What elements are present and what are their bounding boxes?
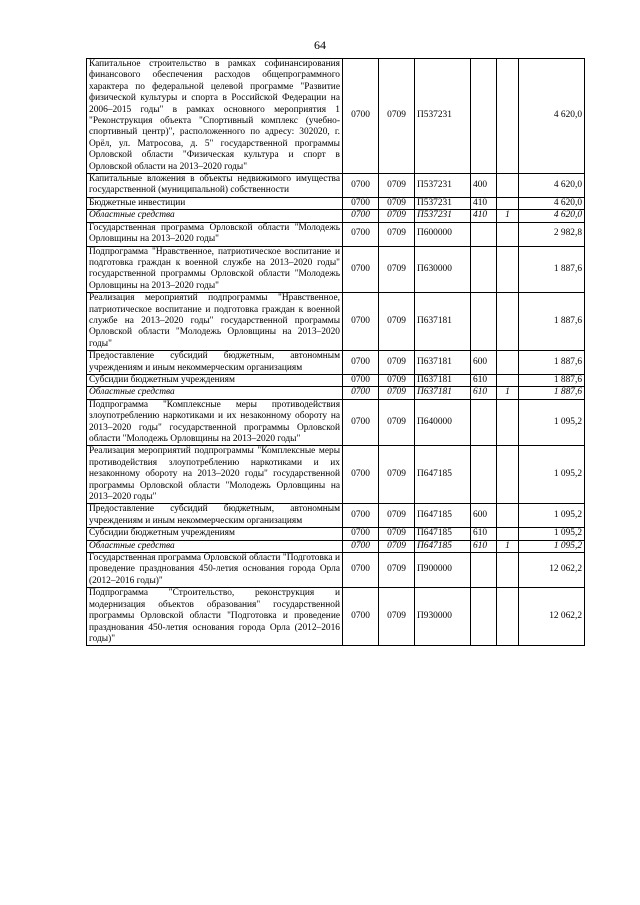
row-section-code: 0700 [343,528,379,540]
row-target-code: П637181 [415,351,471,375]
row-amount: 4 620,0 [519,210,585,222]
row-subsection-code: 0709 [379,528,415,540]
row-name: Капитальные вложения в объекты недвижимого имущества государственной (муниципальной) собственности [87,174,343,198]
row-funding-source [497,197,519,209]
row-section-code: 0700 [343,446,379,504]
row-section-code: 0700 [343,553,379,588]
row-subsection-code: 0709 [379,553,415,588]
row-name: Реализация мероприятий подпрограммы "Комплексные меры противодействия злоупотреблению наркотиками и их незаконному обороту на 2013–2020 годы" государственной программы Орловской области "Молодежь Орловщины на 2013–2020 годы" [87,446,343,504]
row-funding-source [497,374,519,386]
row-funding-source [497,528,519,540]
row-amount: 4 620,0 [519,197,585,209]
row-target-code: П600000 [415,222,471,246]
row-subsection-code: 0709 [379,446,415,504]
row-name: Областные средства [87,210,343,222]
row-subsection-code: 0709 [379,293,415,351]
row-funding-source [497,59,519,174]
row-expense-type [471,59,497,174]
row-amount: 1 095,2 [519,528,585,540]
row-name: Реализация мероприятий подпрограммы "Нравственное, патриотическое воспитание и подготовка граждан к военной службе на 2013–2020 годы" государственной программы Орловской области "Молодежь Орловщины на 2013–2020 годы" [87,293,343,351]
row-expense-type: 610 [471,374,497,386]
row-amount: 1 095,2 [519,399,585,446]
row-subsection-code: 0709 [379,210,415,222]
row-target-code: П640000 [415,399,471,446]
page-number: 64 [314,38,326,52]
row-expense-type [471,246,497,293]
row-expense-type [471,222,497,246]
row-expense-type [471,399,497,446]
row-subsection-code: 0709 [379,504,415,528]
row-name: Субсидии бюджетным учреждениям [87,528,343,540]
row-target-code: П637181 [415,387,471,399]
row-expense-type: 610 [471,540,497,552]
row-name: Бюджетные инвестиции [87,197,343,209]
table-row [87,387,585,399]
row-expense-type: 600 [471,351,497,375]
row-subsection-code: 0709 [379,197,415,209]
row-name: Подпрограмма "Нравственное, патриотическое воспитание и подготовка граждан к военной службе на 2013–2020 годы" государственной программы Орловской области "Молодежь Орловщины на 2013–2020 годы" [87,246,343,293]
row-subsection-code: 0709 [379,540,415,552]
table-row [87,399,585,446]
row-funding-source [497,504,519,528]
table-row [87,197,585,209]
row-section-code: 0700 [343,222,379,246]
row-expense-type: 600 [471,504,497,528]
row-funding-source [497,293,519,351]
row-target-code: П647185 [415,504,471,528]
row-subsection-code: 0709 [379,351,415,375]
row-amount: 1 095,2 [519,540,585,552]
row-target-code: П647185 [415,540,471,552]
table-row [87,351,585,375]
row-funding-source [497,246,519,293]
row-funding-source [497,446,519,504]
row-subsection-code: 0709 [379,246,415,293]
row-target-code: П630000 [415,246,471,293]
row-target-code: П537231 [415,174,471,198]
row-amount: 12 062,2 [519,588,585,646]
table-row [87,588,585,646]
row-section-code: 0700 [343,246,379,293]
row-section-code: 0700 [343,210,379,222]
row-funding-source [497,222,519,246]
row-expense-type [471,446,497,504]
row-section-code: 0700 [343,588,379,646]
row-subsection-code: 0709 [379,374,415,386]
row-funding-source [497,588,519,646]
row-target-code: П637181 [415,374,471,386]
row-target-code: П537231 [415,59,471,174]
row-funding-source: 1 [497,387,519,399]
row-amount: 1 887,6 [519,293,585,351]
row-section-code: 0700 [343,174,379,198]
row-target-code: П537231 [415,197,471,209]
row-amount: 1 095,2 [519,446,585,504]
table-row [87,210,585,222]
row-name: Предоставление субсидий бюджетным, автономным учреждениям и иным некоммерческим организациям [87,504,343,528]
table-row [87,222,585,246]
row-subsection-code: 0709 [379,399,415,446]
row-section-code: 0700 [343,387,379,399]
row-name: Государственная программа Орловской области "Молодежь Орловщины на 2013–2020 годы" [87,222,343,246]
row-funding-source: 1 [497,210,519,222]
row-name: Областные средства [87,540,343,552]
row-amount: 4 620,0 [519,174,585,198]
row-section-code: 0700 [343,540,379,552]
row-target-code: П930000 [415,588,471,646]
row-funding-source: 1 [497,540,519,552]
row-expense-type: 410 [471,210,497,222]
table-row [87,504,585,528]
row-target-code: П537231 [415,210,471,222]
row-section-code: 0700 [343,351,379,375]
row-expense-type [471,588,497,646]
row-section-code: 0700 [343,197,379,209]
row-name: Областные средства [87,387,343,399]
row-name: Государственная программа Орловской области "Подготовка и проведение празднования 450-летия основания города Орла (2012–2016 годы)" [87,553,343,588]
table-row [87,293,585,351]
row-name: Капитальное строительство в рамках софинансирования финансового обеспечения расходов общепрограммного характера по федеральной целевой программе "Развитие физической культуры и спорта в Российской Федерации на 2006–2015 годы" в рамках основного мероприятия 1 "Реконструкция объекта "Спортивный комплекс (учебно-спортивный центр)", расположенного по адресу: 302020, г. Орёл, ул. Матросова, д. 5" государственной программы Орловской области "Физическая культура и спорт в Орловской области на 2013–2020 годы" [87,59,343,174]
table-row [87,59,585,174]
row-section-code: 0700 [343,59,379,174]
row-subsection-code: 0709 [379,588,415,646]
row-expense-type [471,293,497,351]
row-amount: 1 887,6 [519,351,585,375]
row-name: Предоставление субсидий бюджетным, автономным учреждениям и иным некоммерческим организациям [87,351,343,375]
row-expense-type: 410 [471,197,497,209]
row-name: Субсидии бюджетным учреждениям [87,374,343,386]
row-name: Подпрограмма "Строительство, реконструкция и модернизация объектов образования" государственной программы Орловской области "Подготовка и проведение празднования 450-летия основания города Орла (2012–2016 годы)" [87,588,343,646]
table-row [87,540,585,552]
table-row [87,553,585,588]
row-target-code: П647185 [415,528,471,540]
row-funding-source [497,351,519,375]
row-amount: 1 095,2 [519,504,585,528]
row-amount: 2 982,8 [519,222,585,246]
row-name: Подпрограмма "Комплексные меры противодействия злоупотреблению наркотиками и их незаконному обороту на 2013–2020 годы" государственной программы Орловской области "Молодежь Орловщины на 2013–2020 годы" [87,399,343,446]
row-amount: 1 887,6 [519,374,585,386]
row-funding-source [497,174,519,198]
row-funding-source [497,553,519,588]
row-expense-type [471,553,497,588]
row-funding-source [497,399,519,446]
row-target-code: П900000 [415,553,471,588]
row-amount: 1 887,6 [519,246,585,293]
table-row [87,528,585,540]
table-row [87,246,585,293]
row-section-code: 0700 [343,399,379,446]
row-expense-type: 610 [471,387,497,399]
table-row [87,374,585,386]
row-section-code: 0700 [343,504,379,528]
row-subsection-code: 0709 [379,59,415,174]
row-expense-type: 610 [471,528,497,540]
row-expense-type: 400 [471,174,497,198]
row-subsection-code: 0709 [379,174,415,198]
row-section-code: 0700 [343,374,379,386]
row-target-code: П637181 [415,293,471,351]
row-amount: 1 887,6 [519,387,585,399]
row-subsection-code: 0709 [379,222,415,246]
row-amount: 12 062,2 [519,553,585,588]
row-section-code: 0700 [343,293,379,351]
row-subsection-code: 0709 [379,387,415,399]
budget-table [86,58,585,646]
table-row [87,446,585,504]
row-amount: 4 620,0 [519,59,585,174]
row-target-code: П647185 [415,446,471,504]
table-row [87,174,585,198]
